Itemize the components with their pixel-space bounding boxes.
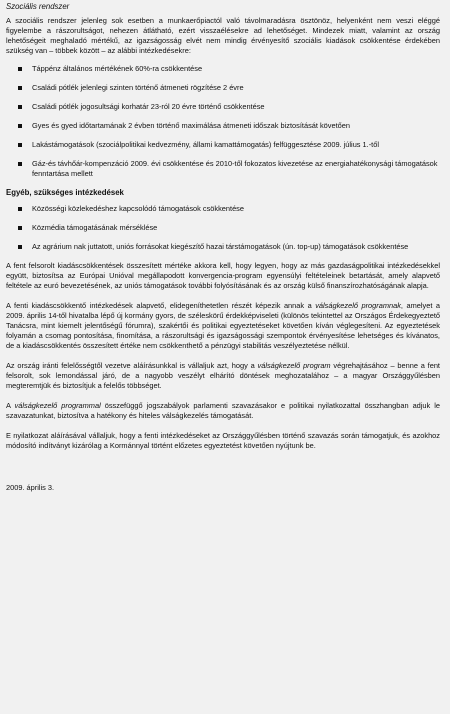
intro-paragraph: A szociális rendszer jelenleg sok esetben a munkaerőpiactól való távolmaradásra ösztönöz, helyenként nem veszi eléggé figyelembe a rászorultságot, nehezen átlátható, ezért visszaélésekre ad lehetőséget. Mindezek miatt, valamint az ország lehetőségeit meghaladó mértékű, az igazságosság elvét nem mindig érvényesítő szociális kiadások csökkentése érdekében szükség van – többek között – az alábbi intézkedésekre: [6,16,440,55]
other-measures-list [6,204,440,252]
list-item: Családi pótlék jelenlegi szinten történő átmeneti rögzítése 2 évre [18,83,440,93]
bullet-icon [18,124,22,128]
bullet-icon [18,67,22,71]
bullet-icon [18,143,22,147]
document-date: 2009. április 3. [6,483,55,492]
list-item: Az agrárium nak juttatott, uniós forrásokat kiegészítő hazai társtámogatások (ún. top-up) támogatások csökkentése [18,242,440,252]
list-item: Táppénz általános mértékének 60%-ra csökkentése [18,64,440,74]
bullet-icon [18,226,22,230]
list-item: Közösségi közlekedéshez kapcsolódó támogatások csökkentése [18,204,440,214]
measures-list [6,64,440,179]
other-measures-title: Egyéb, szükséges intézkedések [6,188,124,197]
list-item: Családi pótlék jogosultsági korhatár 23-ról 20 évre történő csökkentése [18,102,440,112]
section-title: Szociális rendszer [6,2,70,11]
bullet-icon [18,207,22,211]
paragraph-expenditure: A fent felsorolt kiadáscsökkentések összesített mértéke akkora kell, hogy legyen, hogy az más gazdaságpolitikai intézkedésekkel együtt, biztosítsa az Európai Unióval megállapodott konvergencia-program egyensúlyi feltételeinek betartását, amely alapvető feltétele az euró bevezetésének, az uniós támogatások további folyósításának és az ország külső finanszírozhatóságának alapja. [6,261,440,290]
paragraph-crisis-program: A fenti kiadáscsökkentő intézkedések alapvető, elidegeníthetetlen részét képezik annak a válságkezelő programnak, amelyet a 2009. április 14-től hivatalba lépő új kormány gyors, de széleskörű érdekképviseleti (különös tekintettel az Országos Érdekegyeztető Tanácsra, mint kiemelt jelentőségű fórumra), szakértői és politikai egyeztetéseket követően kíván véglegesíteni. Az egyeztetések folyamán a csomag pontosítása, finomítása, a rászorultsági és igazságossági szempontok érvényesítése lehetséges és kívánatos, de a kiadáscsökkentés összesített értéke nem csökkenthető a pénzügyi stabilitás veszélyeztetése nélkül. [6,301,440,350]
list-item: Lakástámogatások (szociálpolitikai kedvezmény, állami kamattámogatás) felfüggesztése 2009. július 1.-től [18,140,440,150]
bullet-icon [18,86,22,90]
bullet-icon [18,162,22,166]
list-item: Gyes és gyed időtartamának 2 évben történő maximálása átmeneti időszak biztosítását követően [18,121,440,131]
list-item: Közmédia támogatásának mérséklése [18,223,440,233]
paragraph-responsibility: Az ország iránti felelősségtől vezetve aláírásunkkal is vállaljuk azt, hogy a válságkezelő program végrehajtásához – benne a fent felsorolt, sok lemondással járó, de a nagyobb veszélyt elhárító döntések meghozatalához – a magyar Országgyűlésben megteremtjük és biztosítjuk a felelős többséget. [6,361,440,390]
bullet-icon [18,105,22,109]
list-item: Gáz-és távhőár-kompenzáció 2009. évi csökkentése és 2010-től fokozatos kivezetése az energiahatékonysági támogatások fenntartása mellett [18,159,440,179]
paragraph-declaration: E nyilatkozat aláírásával vállaljuk, hogy a fenti intézkedéseket az Országgyűlésben történő szavazás során támogatjuk, és azokhoz módosító indítványt kizárólag a Kormánnyal történt előzetes egyeztetést követően nyújtunk be. [6,431,440,450]
paragraph-voting: A válságkezelő programmal összefüggő jogszabályok parlamenti szavazásakor e politikai nyilatkozattal összhangban adjuk le szavazatunkat, biztosítva a hatékony és hiteles válságkezelés támogatását. [6,401,441,420]
bullet-icon [18,245,22,249]
